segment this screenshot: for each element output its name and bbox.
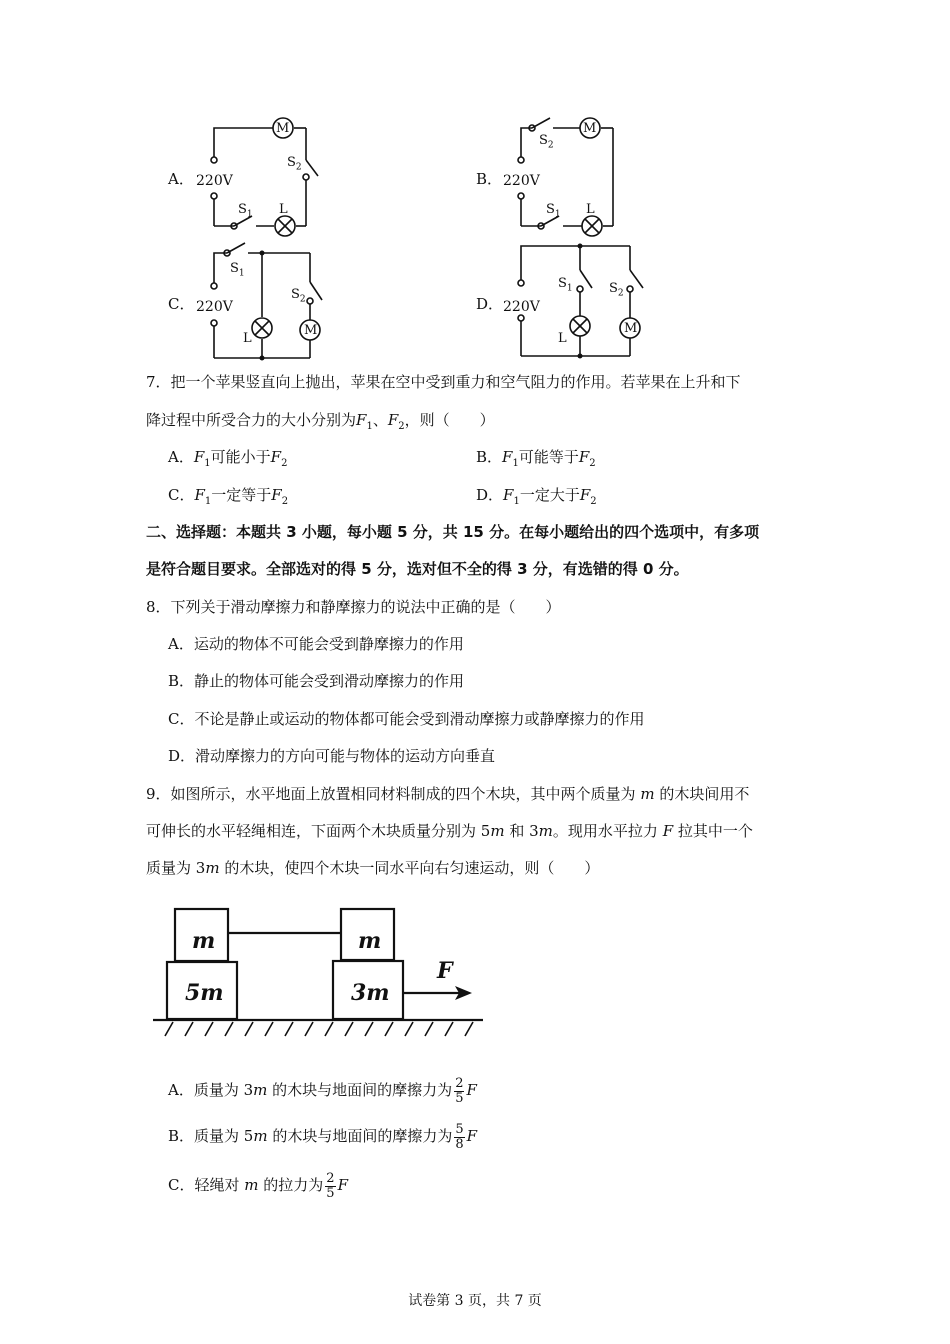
circuit-c-motor: M <box>304 323 318 338</box>
q9-option-c[interactable]: C．轻绳对 m 的拉力为 $\frac{2}{5}$ F <box>168 1170 348 1201</box>
q8-option-a[interactable]: A．运动的物体不可能会受到静摩擦力的作用 <box>168 635 464 653</box>
circuit-c-label: C． <box>168 295 195 313</box>
block-top-right-label: m <box>358 928 382 954</box>
q9-line2: 可伸长的水平轻绳相连，下面两个木块质量分别为 5m 和 3m。现用水平拉力 F 拉其中一个 <box>146 822 753 840</box>
q9-line1: 9．如图所示，水平地面上放置相同材料制成的四个木块，其中两个质量为 m 的木块间用不 <box>146 785 750 803</box>
circuit-a-s1: $S_1$ <box>238 202 253 220</box>
q7-line2: 降过程中所受合力的大小分别为$F_1$、$F_2$，则（ ） <box>146 411 495 432</box>
circuit-a-motor: M <box>276 121 290 136</box>
q7-option-c[interactable]: C．$F_1$一定等于$F_2$ <box>168 486 289 507</box>
q8-option-b[interactable]: B．静止的物体可能会受到滑动摩擦力的作用 <box>168 672 465 690</box>
circuit-b-motor: M <box>583 121 597 136</box>
circuit-c-s2: $S_2$ <box>291 287 306 305</box>
circuit-d-label: D． <box>476 295 504 313</box>
circuit-b-label: B． <box>476 170 503 188</box>
circuit-a-label: A． <box>168 170 194 188</box>
fraction: $\frac{2}{5}$ <box>326 1170 335 1201</box>
q9-line3: 质量为 3m 的木块，使四个木块一同水平向右匀速运动，则（ ） <box>146 859 600 877</box>
fraction: $\frac{5}{8}$ <box>455 1121 464 1152</box>
section2-heading-line1: 二、选择题：本题共 3 小题，每小题 5 分，共 15 分。在每小题给出的四个选项中，有多项 <box>146 523 760 541</box>
circuit-b-s1: $S_1$ <box>546 202 561 220</box>
q8-option-d[interactable]: D．滑动摩擦力的方向可能与物体的运动方向垂直 <box>168 747 496 765</box>
circuit-d-s1: $S_1$ <box>558 276 573 294</box>
circuit-b-s2: $S_2$ <box>539 133 554 151</box>
q9-option-a[interactable]: A．质量为 3m 的木块与地面间的摩擦力为 $\frac{2}{5}$ F <box>168 1075 477 1106</box>
circuit-b-voltage: 220V <box>503 173 540 189</box>
circuit-d-lamp: L <box>558 331 567 346</box>
block-top-left-label: m <box>192 928 216 954</box>
q7-option-b[interactable]: B．$F_1$可能等于$F_2$ <box>476 448 596 469</box>
force-label: F <box>437 958 453 984</box>
circuit-c-s1: $S_1$ <box>230 261 245 279</box>
page-footer: 试卷第 3 页，共 7 页 <box>408 1293 542 1309</box>
section2-heading-line2: 是符合题目要求。全部选对的得 5 分，选对但不全的得 3 分，有选错的得 0 分。 <box>146 560 689 578</box>
block-bottom-left-label: 5m <box>185 980 224 1006</box>
circuit-d-voltage: 220V <box>503 299 540 315</box>
fraction: $\frac{2}{5}$ <box>455 1075 464 1106</box>
circuit-a-voltage: 220V <box>196 173 233 189</box>
block-bottom-right-label: 3m <box>351 980 390 1006</box>
circuit-a-s2: $S_2$ <box>287 155 302 173</box>
q9-option-b[interactable]: B．质量为 5m 的木块与地面间的摩擦力为 $\frac{5}{8}$ F <box>168 1121 478 1152</box>
q7-line1: 7．把一个苹果竖直向上抛出，苹果在空中受到重力和空气阻力的作用。若苹果在上升和下 <box>146 373 741 391</box>
circuit-a-lamp: L <box>279 202 288 217</box>
q8-option-c[interactable]: C．不论是静止或运动的物体都可能会受到滑动摩擦力或静摩擦力的作用 <box>168 710 645 728</box>
circuit-c-lamp: L <box>243 331 252 346</box>
circuit-d-motor: M <box>624 321 638 336</box>
q7-option-a[interactable]: A．$F_1$可能小于$F_2$ <box>168 448 288 469</box>
circuit-d-s2: $S_2$ <box>609 281 624 299</box>
ground-hatching <box>165 1022 473 1036</box>
circuit-c-voltage: 220V <box>196 299 233 315</box>
q7-option-d[interactable]: D．$F_1$一定大于$F_2$ <box>476 486 597 507</box>
q8-stem: 8．下列关于滑动摩擦力和静摩擦力的说法中正确的是（ ） <box>146 598 561 616</box>
circuit-b-lamp: L <box>586 202 595 217</box>
